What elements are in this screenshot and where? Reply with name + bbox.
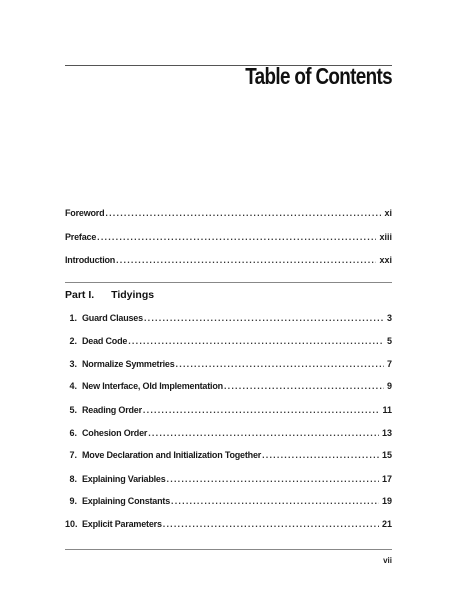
part-name: Tidyings bbox=[111, 289, 155, 301]
chapter-page: 17 bbox=[381, 474, 392, 484]
toc-chapter-7[interactable] bbox=[65, 450, 392, 460]
toc-chapter-8[interactable] bbox=[65, 474, 392, 484]
chapter-title: Normalize Symmetries bbox=[82, 359, 175, 369]
dot-leader bbox=[105, 208, 381, 218]
chapter-page: 13 bbox=[381, 428, 392, 438]
chapter-page: 21 bbox=[381, 519, 392, 529]
chapter-title: New Interface, Old Implementation bbox=[82, 381, 223, 391]
dot-leader bbox=[128, 336, 384, 346]
chapter-number: 2. bbox=[69, 336, 77, 346]
page-title: Table of Contents bbox=[245, 63, 392, 89]
chapter-page: 15 bbox=[381, 450, 392, 460]
toc-chapter-1[interactable] bbox=[65, 313, 392, 323]
toc-entry-page: xxi bbox=[379, 255, 392, 265]
chapter-title: Explaining Variables bbox=[82, 474, 166, 484]
toc-entry-page: xi bbox=[384, 208, 392, 218]
part-rule bbox=[65, 282, 392, 283]
chapter-title: Explaining Constants bbox=[82, 496, 171, 506]
part-label: Part I. bbox=[65, 289, 95, 301]
chapter-page: 9 bbox=[386, 381, 392, 391]
chapter-page: 7 bbox=[386, 359, 392, 369]
dot-leader bbox=[144, 313, 384, 323]
toc-entry-label: Foreword bbox=[65, 208, 105, 218]
chapter-page: 3 bbox=[386, 313, 392, 323]
chapter-page: 5 bbox=[386, 336, 392, 346]
toc-chapter-6[interactable] bbox=[65, 428, 392, 438]
chapter-number: 10. bbox=[65, 519, 78, 529]
chapter-page: 11 bbox=[382, 405, 392, 415]
bottom-rule bbox=[65, 549, 392, 550]
toc-entry-page: xiii bbox=[379, 232, 392, 242]
chapter-title: Move Declaration and Initialization Together bbox=[82, 450, 262, 460]
chapter-number: 9. bbox=[69, 496, 77, 506]
chapter-title: Cohesion Order bbox=[82, 428, 148, 438]
part-heading[interactable] bbox=[65, 289, 154, 301]
dot-leader bbox=[224, 381, 384, 391]
toc-chapter-9[interactable] bbox=[65, 496, 392, 506]
dot-leader bbox=[167, 474, 379, 484]
chapter-number: 1. bbox=[69, 313, 77, 323]
toc-entry-foreword[interactable] bbox=[65, 208, 392, 218]
toc-chapter-4[interactable] bbox=[65, 381, 392, 391]
toc-entry-preface[interactable] bbox=[65, 232, 392, 242]
chapter-number: 8. bbox=[69, 474, 77, 484]
chapter-number: 3. bbox=[69, 359, 77, 369]
toc-chapter-5[interactable] bbox=[65, 405, 392, 415]
chapter-title: Dead Code bbox=[82, 336, 128, 346]
dot-leader bbox=[163, 519, 379, 529]
dot-leader bbox=[97, 232, 376, 242]
chapter-title: Explicit Parameters bbox=[82, 519, 162, 529]
chapter-number: 5. bbox=[69, 405, 77, 415]
chapter-page: 19 bbox=[381, 496, 392, 506]
toc-entry-introduction[interactable] bbox=[65, 255, 392, 265]
toc-entry-label: Introduction bbox=[65, 255, 116, 265]
dot-leader bbox=[143, 405, 380, 415]
dot-leader bbox=[116, 255, 376, 265]
chapter-number: 4. bbox=[69, 381, 77, 391]
dot-leader bbox=[171, 496, 379, 506]
dot-leader bbox=[176, 359, 384, 369]
toc-entry-label: Preface bbox=[65, 232, 97, 242]
chapter-number: 6. bbox=[69, 428, 77, 438]
toc-chapter-2[interactable] bbox=[65, 336, 392, 346]
chapter-title: Reading Order bbox=[82, 405, 142, 415]
dot-leader bbox=[262, 450, 379, 460]
chapter-title: Guard Clauses bbox=[82, 313, 143, 323]
chapter-number: 7. bbox=[69, 450, 77, 460]
toc-chapter-10[interactable] bbox=[65, 519, 392, 529]
page-number: vii bbox=[383, 556, 392, 565]
toc-chapter-3[interactable] bbox=[65, 359, 392, 369]
dot-leader bbox=[148, 428, 379, 438]
